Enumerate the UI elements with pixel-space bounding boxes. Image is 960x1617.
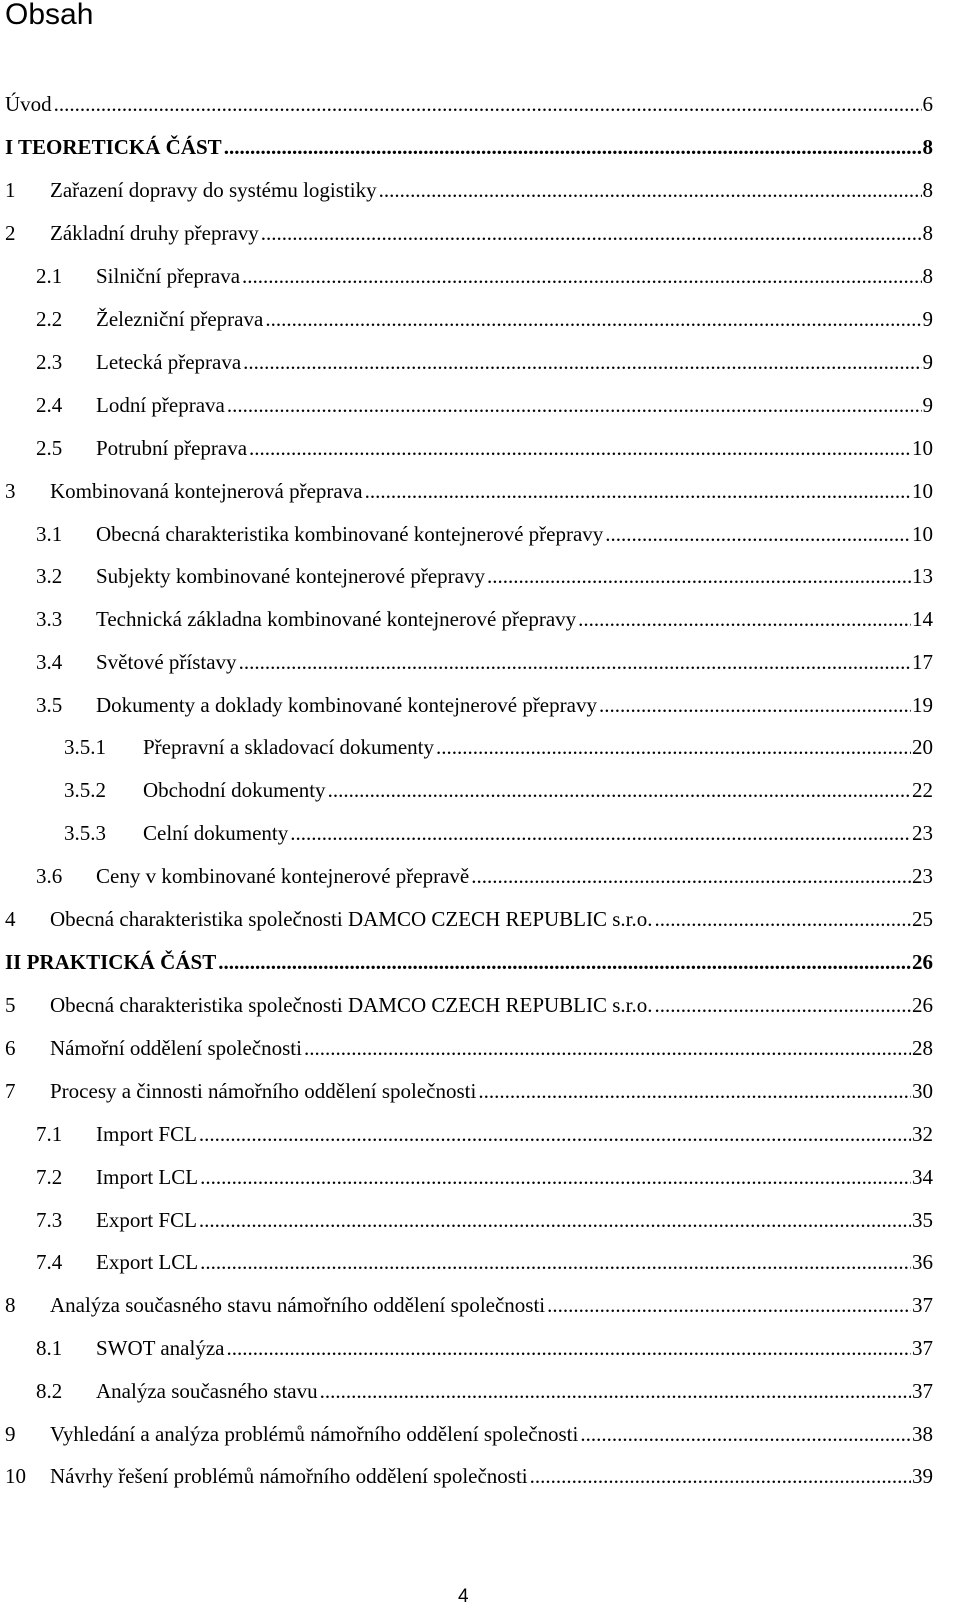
toc-entry-page: 34 xyxy=(912,1165,933,1189)
toc-entry-page: 37 xyxy=(912,1336,933,1360)
dot-leader xyxy=(227,390,922,420)
toc-entry-title: Námořní oddělení společnosti xyxy=(50,1036,302,1060)
toc-entry[interactable] xyxy=(0,861,933,891)
toc-entry-number: 5 xyxy=(5,993,16,1017)
toc-entry[interactable] xyxy=(0,1247,933,1277)
toc-entry-title: Ceny v kombinované kontejnerové přepravě xyxy=(96,864,470,888)
toc-entry[interactable] xyxy=(0,690,933,720)
toc-entry-page: 9 xyxy=(922,393,933,417)
toc-entry-title: Úvod xyxy=(5,92,52,116)
toc-entry-number: 2 xyxy=(5,221,16,245)
toc-entry[interactable] xyxy=(0,732,933,762)
dot-leader xyxy=(436,732,911,762)
toc-entry[interactable] xyxy=(0,218,933,248)
toc-entry-title: II PRAKTICKÁ ČÁST xyxy=(5,950,217,974)
dot-leader xyxy=(54,89,922,119)
toc-entry-page: 8 xyxy=(922,221,933,245)
toc-entry-number: 7.3 xyxy=(36,1208,63,1232)
dot-leader xyxy=(261,218,922,248)
dot-leader xyxy=(320,1376,911,1406)
toc-entry-number: 6 xyxy=(5,1036,16,1060)
toc-entry[interactable] xyxy=(0,1205,933,1235)
toc-entry-number: 3.3 xyxy=(36,607,63,631)
toc-entry-number: 3.6 xyxy=(36,864,63,888)
toc-entry-page: 22 xyxy=(912,778,933,802)
toc-entry-number: 2.1 xyxy=(36,264,63,288)
dot-leader xyxy=(655,904,912,934)
toc-entry-page: 26 xyxy=(912,950,933,974)
toc-entry-number: 3 xyxy=(5,479,16,503)
toc-entry[interactable] xyxy=(0,1119,933,1149)
toc-entry-number: 8.1 xyxy=(36,1336,63,1360)
toc-entry[interactable] xyxy=(0,476,933,506)
toc-entry[interactable] xyxy=(0,390,933,420)
dot-leader xyxy=(580,1419,911,1449)
dot-leader xyxy=(290,818,911,848)
toc-entry-number: 3.5.2 xyxy=(64,778,106,802)
toc-entry-title: Obecná charakteristika společnosti DAMCO CZECH REPUBLIC s.r.o. xyxy=(50,907,653,931)
toc-entry-title: Export FCL xyxy=(96,1208,197,1232)
toc-entry-title: Lodní přeprava xyxy=(96,393,225,417)
toc-entry-page: 14 xyxy=(912,607,933,631)
toc-entry-title: Kombinovaná kontejnerová přeprava xyxy=(50,479,363,503)
toc-entry-page: 26 xyxy=(912,993,933,1017)
toc-entry-page: 10 xyxy=(912,479,933,503)
toc-entry[interactable] xyxy=(0,990,933,1020)
toc-entry-number: 10 xyxy=(5,1464,26,1488)
toc-entry-title: Obchodní dokumenty xyxy=(143,778,326,802)
toc-entry-page: 8 xyxy=(922,135,933,159)
toc-entry-title: Obecná charakteristika společnosti DAMCO CZECH REPUBLIC s.r.o. xyxy=(50,993,653,1017)
toc-entry-page: 10 xyxy=(912,522,933,546)
dot-leader xyxy=(599,690,911,720)
dot-leader xyxy=(249,433,911,463)
toc-entry-number: 9 xyxy=(5,1422,16,1446)
toc-entry-title: Export LCL xyxy=(96,1250,199,1274)
toc-entry-number: 7.1 xyxy=(36,1122,63,1146)
toc-entry-title: Procesy a činnosti námořního oddělení společnosti xyxy=(50,1079,477,1103)
toc-entry-number: 8.2 xyxy=(36,1379,63,1403)
toc-entry-page: 9 xyxy=(922,307,933,331)
toc-entry-title: Světové přístavy xyxy=(96,650,237,674)
toc-entry-page: 23 xyxy=(912,821,933,845)
dot-leader xyxy=(379,175,922,205)
toc-entry[interactable] xyxy=(0,347,933,377)
toc-entry-page: 13 xyxy=(912,564,933,588)
toc-entry-page: 19 xyxy=(912,693,933,717)
toc-entry-title: Subjekty kombinované kontejnerové přepravy xyxy=(96,564,485,588)
toc-entry-page: 10 xyxy=(912,436,933,460)
toc-entry-number: 1 xyxy=(5,178,16,202)
toc-entry-title: Obecná charakteristika kombinované kontejnerové přepravy xyxy=(96,522,604,546)
dot-leader xyxy=(605,519,911,549)
dot-leader xyxy=(655,990,912,1020)
toc-entry-title: Import LCL xyxy=(96,1165,199,1189)
toc-entry-title: Letecká přeprava xyxy=(96,350,242,374)
toc-entry[interactable] xyxy=(0,1419,933,1449)
dot-leader xyxy=(478,1076,911,1106)
page-number: 4 xyxy=(458,1586,469,1607)
dot-leader xyxy=(199,1119,911,1149)
toc-entry-title: I TEORETICKÁ ČÁST xyxy=(5,135,222,159)
toc-entry[interactable] xyxy=(0,89,933,119)
dot-leader xyxy=(239,647,911,677)
toc-entry-number: 7.2 xyxy=(36,1165,63,1189)
toc-entry[interactable] xyxy=(0,304,933,334)
toc-entry-page: 39 xyxy=(912,1464,933,1488)
dot-leader xyxy=(304,1033,911,1063)
dot-leader xyxy=(243,347,921,377)
toc-entry-page: 8 xyxy=(922,178,933,202)
page-title: Obsah xyxy=(5,0,94,31)
dot-leader xyxy=(487,561,911,591)
toc-entry-number: 4 xyxy=(5,907,16,931)
toc-entry-number: 2.4 xyxy=(36,393,63,417)
toc-entry[interactable] xyxy=(0,1290,933,1320)
dot-leader xyxy=(224,132,922,162)
toc-entry-title: Dokumenty a doklady kombinované kontejnerové přepravy xyxy=(96,693,597,717)
toc-entry-page: 6 xyxy=(922,92,933,116)
toc-entry-title: Technická základna kombinované kontejnerové přepravy xyxy=(96,607,577,631)
toc-entry-page: 9 xyxy=(922,350,933,374)
toc-entry-number: 3.5.3 xyxy=(64,821,106,845)
dot-leader xyxy=(200,1247,911,1277)
toc-entry[interactable] xyxy=(0,947,933,977)
toc-entry-title: Analýza současného stavu xyxy=(96,1379,318,1403)
toc-entry[interactable] xyxy=(0,775,933,805)
toc-entry-number: 3.5 xyxy=(36,693,63,717)
toc-entry-title: Přepravní a skladovací dokumenty xyxy=(143,735,435,759)
toc-entry[interactable] xyxy=(0,433,933,463)
toc-entry-title: Železniční přeprava xyxy=(96,307,264,331)
toc-entry[interactable] xyxy=(0,1033,933,1063)
dot-leader xyxy=(199,1205,911,1235)
toc-entry-title: Vyhledání a analýza problémů námořního oddělení společnosti xyxy=(50,1422,579,1446)
dot-leader xyxy=(365,476,911,506)
toc-entry[interactable] xyxy=(0,604,933,634)
toc-entry-title: Analýza současného stavu námořního oddělení společnosti xyxy=(50,1293,546,1317)
toc-entry[interactable] xyxy=(0,647,933,677)
toc-entry-page: 37 xyxy=(912,1379,933,1403)
toc-entry[interactable] xyxy=(0,1376,933,1406)
toc-entry-number: 7.4 xyxy=(36,1250,63,1274)
toc-entry-title: Návrhy řešení problémů námořního oddělení společnosti xyxy=(50,1464,528,1488)
toc-entry-number: 7 xyxy=(5,1079,16,1103)
dot-leader xyxy=(547,1290,911,1320)
toc-entry[interactable] xyxy=(0,519,933,549)
dot-leader xyxy=(530,1461,911,1491)
toc-entry[interactable] xyxy=(0,818,933,848)
toc-entry-page: 32 xyxy=(912,1122,933,1146)
toc-entry-title: Základní druhy přepravy xyxy=(50,221,259,245)
toc-entry[interactable] xyxy=(0,1461,933,1491)
toc-entry-page: 36 xyxy=(912,1250,933,1274)
toc-entry-page: 28 xyxy=(912,1036,933,1060)
toc-entry-number: 2.5 xyxy=(36,436,63,460)
toc-entry-title: Silniční přeprava xyxy=(96,264,241,288)
toc-entry[interactable] xyxy=(0,261,933,291)
toc-entry-title: Celní dokumenty xyxy=(143,821,289,845)
dot-leader xyxy=(218,947,911,977)
toc-entry[interactable] xyxy=(0,175,933,205)
dot-leader xyxy=(226,1333,911,1363)
toc-entry-number: 3.1 xyxy=(36,522,63,546)
dot-leader xyxy=(471,861,911,891)
toc-entry-number: 2.3 xyxy=(36,350,63,374)
toc-entry[interactable] xyxy=(0,1076,933,1106)
toc-entry-page: 37 xyxy=(912,1293,933,1317)
toc-entry[interactable] xyxy=(0,1162,933,1192)
dot-leader xyxy=(328,775,911,805)
toc-entry[interactable] xyxy=(0,904,933,934)
toc-entry-page: 17 xyxy=(912,650,933,674)
dot-leader xyxy=(578,604,911,634)
toc-entry-page: 35 xyxy=(912,1208,933,1232)
toc-entry-number: 8 xyxy=(5,1293,16,1317)
toc-entry[interactable] xyxy=(0,561,933,591)
toc-entry-title: Potrubní přeprava xyxy=(96,436,248,460)
toc-entry-page: 23 xyxy=(912,864,933,888)
dot-leader xyxy=(242,261,921,291)
toc-entry-page: 25 xyxy=(912,907,933,931)
toc-entry-page: 20 xyxy=(912,735,933,759)
toc-entry-title: SWOT analýza xyxy=(96,1336,225,1360)
dot-leader xyxy=(200,1162,911,1192)
toc-entry-page: 38 xyxy=(912,1422,933,1446)
toc-entry[interactable] xyxy=(0,132,933,162)
toc-entry-page: 30 xyxy=(912,1079,933,1103)
toc-entry-page: 8 xyxy=(922,264,933,288)
toc-entry-title: Import FCL xyxy=(96,1122,197,1146)
toc-entry-number: 2.2 xyxy=(36,307,63,331)
toc-entry-title: Zařazení dopravy do systému logistiky xyxy=(50,178,377,202)
toc-entry-number: 3.2 xyxy=(36,564,63,588)
toc-entry-number: 3.4 xyxy=(36,650,63,674)
toc-entry[interactable] xyxy=(0,1333,933,1363)
toc-entry-number: 3.5.1 xyxy=(64,735,106,759)
dot-leader xyxy=(265,304,921,334)
